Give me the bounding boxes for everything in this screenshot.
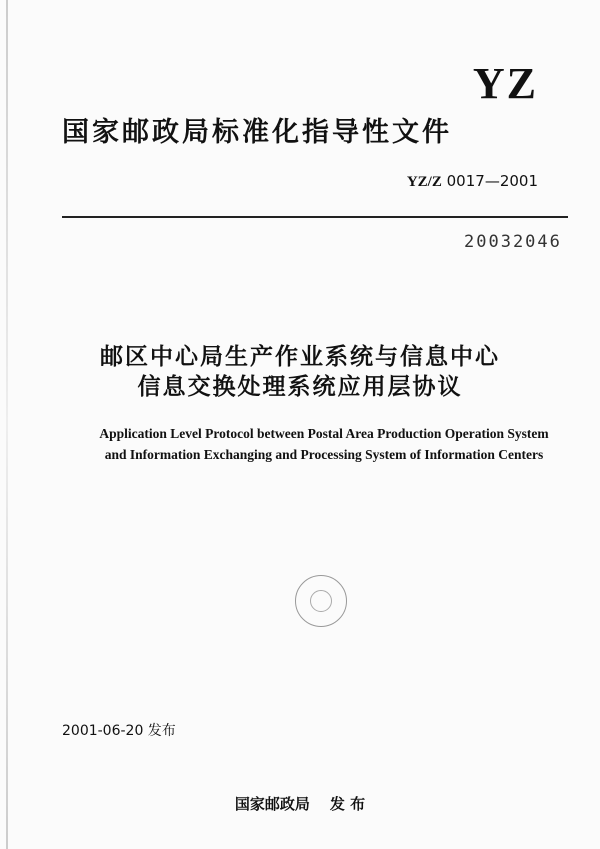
title-cn-line1: 邮区中心局生产作业系统与信息中心	[100, 344, 500, 370]
publisher: 国家邮政局	[234, 795, 310, 813]
publisher-line	[0, 793, 600, 814]
code-number: 0017—2001	[446, 172, 538, 190]
code-prefix: YZ/Z	[406, 174, 442, 190]
title-cn-line2: 信息交换处理系统应用层协议	[137, 374, 463, 400]
publish-label: 发 布	[329, 795, 366, 813]
library-stamp-icon	[295, 575, 347, 627]
title-en-line1: Application Level Protocol between Postal Area Production Operation System	[99, 426, 549, 441]
org-title: 国家邮政局标准化指导性文件	[62, 117, 452, 148]
title-en-line2: and Information Exchanging and Processing System of Information Centers	[104, 447, 544, 462]
divider	[62, 216, 568, 218]
serial-number: 20032046	[464, 232, 562, 252]
publish-date: 2001-06-20 发布	[62, 723, 176, 739]
standard-code	[407, 172, 538, 191]
scan-edge	[6, 0, 8, 849]
brand-mark: YZ	[472, 59, 538, 108]
